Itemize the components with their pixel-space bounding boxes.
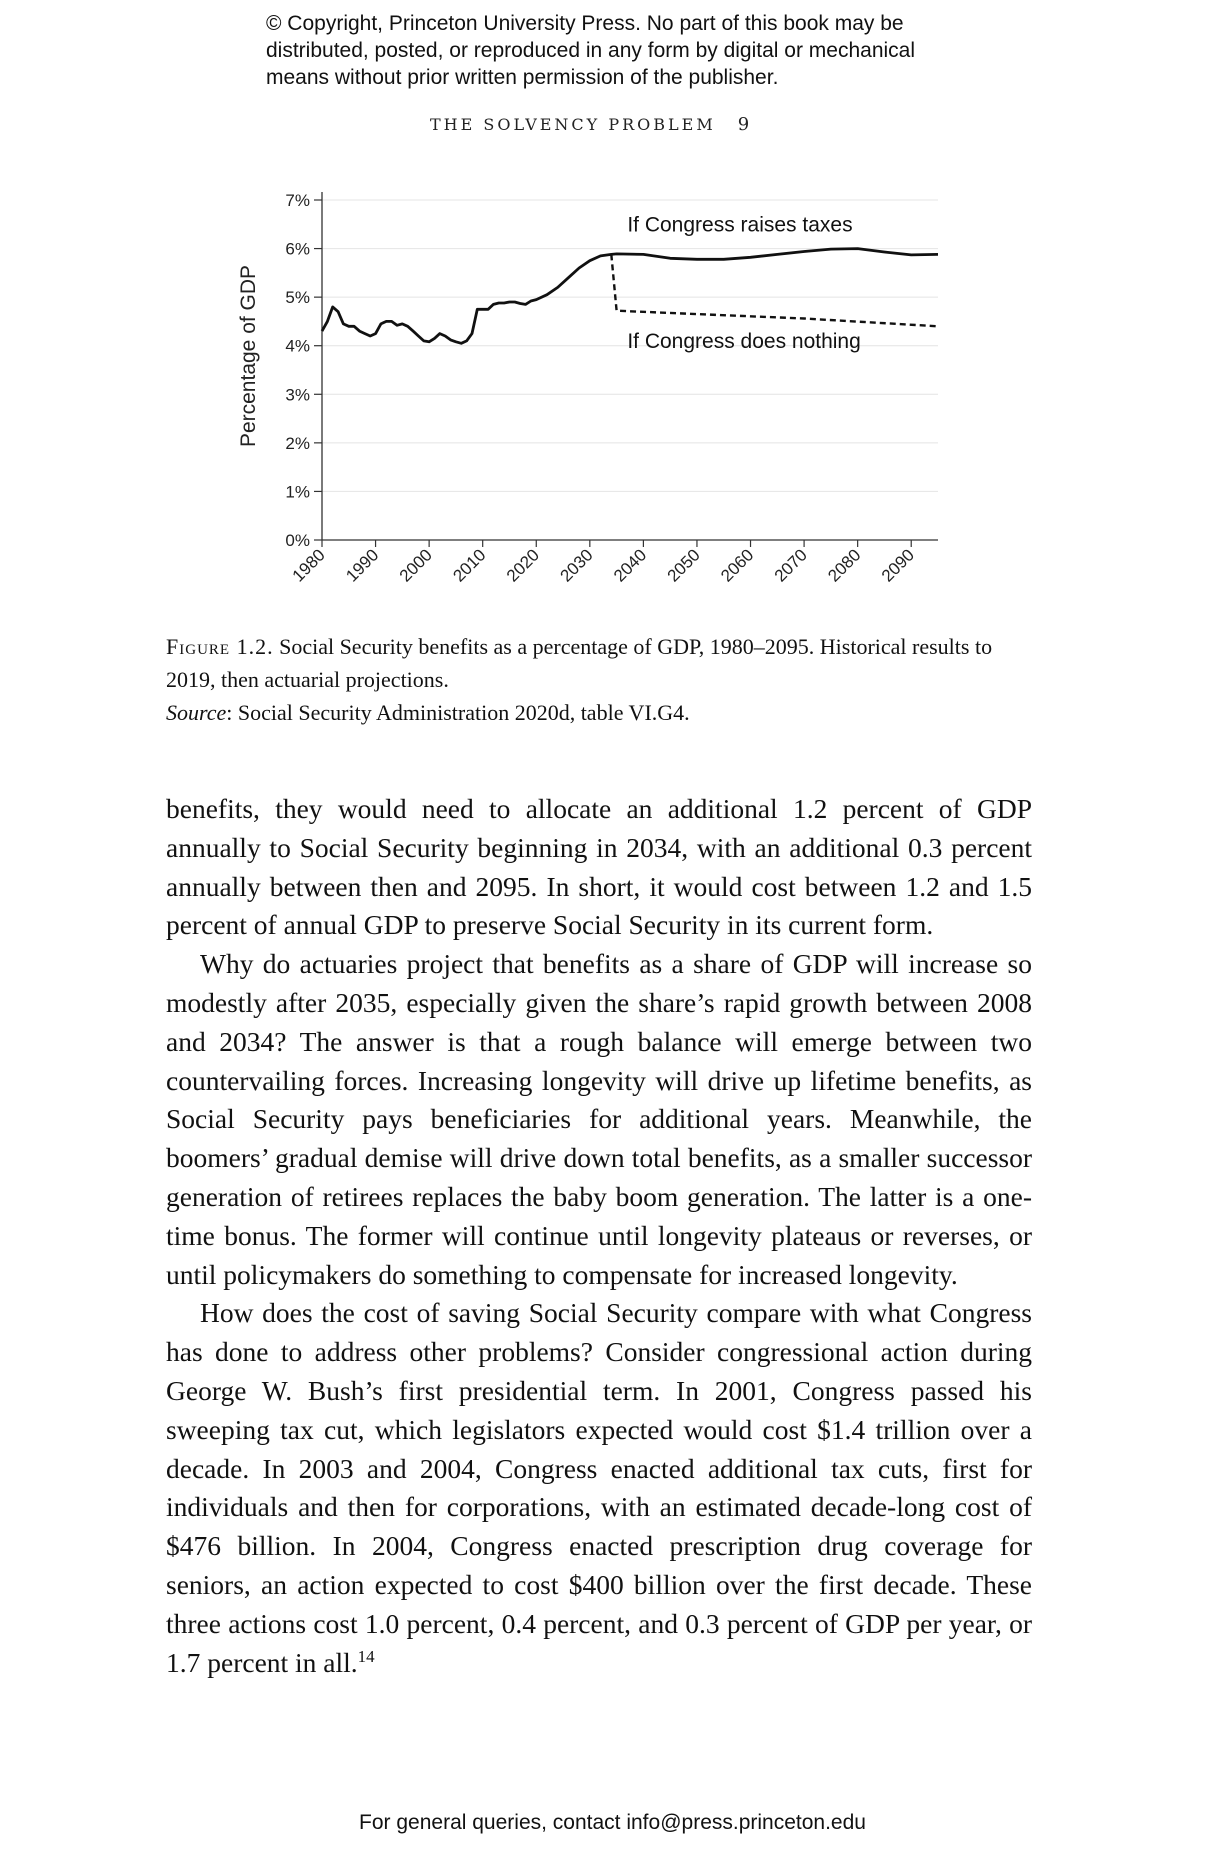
footnote-marker: 14 xyxy=(357,1646,375,1666)
x-tick-label: 2000 xyxy=(395,545,436,586)
x-tick-label: 2040 xyxy=(610,545,651,586)
y-tick-label: 7% xyxy=(285,191,310,210)
running-title: THE SOLVENCY PROBLEM xyxy=(430,115,716,134)
label-layer xyxy=(627,214,860,354)
paragraph xyxy=(166,945,1032,1294)
x-tick-label: 2090 xyxy=(877,545,919,586)
y-tick-label: 1% xyxy=(285,482,310,502)
source-label: Source xyxy=(166,700,227,725)
x-tick-label: 1990 xyxy=(342,545,383,586)
y-tick-label: 3% xyxy=(285,385,310,405)
x-tick-label: 2050 xyxy=(663,545,704,586)
annotation-does-nothing: If Congress does nothing xyxy=(627,330,861,354)
running-head xyxy=(430,114,749,135)
line-chart xyxy=(230,180,990,610)
x-tick-label: 2010 xyxy=(449,545,490,586)
body-text xyxy=(166,790,1032,1682)
x-tick-label: 1980 xyxy=(288,545,329,586)
y-tick-label: 0% xyxy=(285,531,310,550)
paragraph-text: How does the cost of saving Social Security compare with what Congress has done to address other problems? Consider congressional action during George W. Bush’s first presidential term. In 2001, Congress passed his sweeping tax cut, which legislators expected would cost $1.4 trillion over a decade. In 2003 and 2004, Congress enacted additional tax cuts, first for individuals and then for corporations, with an estimated decade-long cost of $476 billion. In 2004, Congress enacted prescription drug coverage for seniors, an action expected to cost $400 billion over the first decade. These three actions cost 1.0 percent, 0.4 percent, and 0.3 percent of GDP per year, or 1.7 percent in all. xyxy=(166,1297,1032,1678)
paragraph xyxy=(166,1294,1032,1682)
y-tick-label: 6% xyxy=(285,239,310,259)
x-tick-label: 2020 xyxy=(502,545,544,586)
paragraph: benefits, they would need to allocate an additional 1.2 percent of GDP annually to Social Security beginning in 2034, with an additional 0.3 percent annually between then and 2095. In short, it would cost between 1.2 and 1.5 percent of annual GDP to preserve Social Security in its current form. xyxy=(166,793,1032,941)
source-text: : Social Security Administration 2020d, table VI.G4. xyxy=(226,700,690,725)
copyright-line: distributed, posted, or reproduced in any form by digital or mechanical xyxy=(266,39,916,62)
series-line-raises-taxes xyxy=(322,249,938,344)
page-number: 9 xyxy=(737,114,750,135)
series-line-does-nothing xyxy=(611,254,938,326)
copyright-line: © Copyright, Princeton University Press. No part of this book may be xyxy=(266,12,904,35)
figure-label: Figure 1.2. xyxy=(166,634,274,659)
y-tick-label: 4% xyxy=(285,336,310,356)
y-axis-label: Percentage of GDP xyxy=(237,264,260,448)
copyright-notice xyxy=(266,10,1026,91)
paragraph-text: Why do actuaries project that benefits as a share of GDP will increase so modestly after 2035, especially given the share’s rapid growth between 2008 and 2034? The answer is that a rough balance will emerge between two countervailing forces. Increasing longevity will drive up lifetime benefits, as Social Security pays beneficiaries for additional years. Meanwhile, the boomers’ gradual demise will drive down total benefits, as a smaller successor generation of retirees replaces the baby boom generation. The latter is a one-time bonus. The former will continue until longevity plateaus or reverses, or until policymakers do something to compensate for increased longevity. xyxy=(166,948,1032,1290)
footer-contact: For general queries, contact info@press.princeton.edu xyxy=(359,1811,866,1834)
x-tick-label: 2060 xyxy=(717,545,758,586)
copyright-line: means without prior written permission of the publisher. xyxy=(266,66,779,89)
caption-text: Social Security benefits as a percentage of GDP, 1980–2095. Historical results to 2019, then actuarial projections. xyxy=(166,634,993,692)
figure-caption xyxy=(166,630,1032,729)
annotation-raises-taxes: If Congress raises taxes xyxy=(627,213,853,237)
series-layer xyxy=(322,249,938,344)
x-tick-label: 2070 xyxy=(770,545,811,586)
y-tick-label: 2% xyxy=(285,433,310,453)
x-tick-label: 2030 xyxy=(556,545,597,586)
x-tick-label: 2080 xyxy=(824,545,865,586)
y-tick-label: 5% xyxy=(285,288,310,308)
